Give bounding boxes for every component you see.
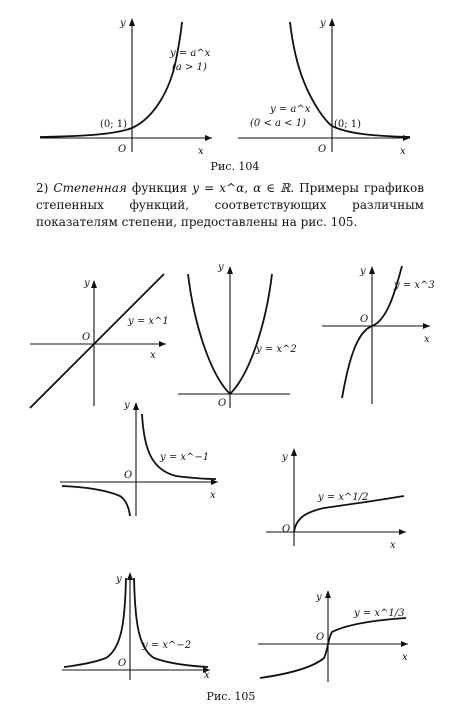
formula-label: y = x^−2 bbox=[142, 640, 192, 651]
formula-label: y = x^1 bbox=[128, 316, 169, 327]
y-axis-arrow bbox=[91, 280, 97, 288]
y-axis-label: y bbox=[282, 452, 288, 463]
origin-label: O bbox=[282, 524, 291, 535]
origin-label: O bbox=[118, 658, 127, 669]
hyperbola-left-branch bbox=[62, 486, 130, 516]
y-axis-label: y bbox=[124, 400, 130, 411]
origin-label: O bbox=[316, 632, 325, 643]
x-axis-label: x bbox=[150, 350, 156, 361]
graph-x-power-third bbox=[256, 588, 416, 688]
formula-label: y = x^1/3 bbox=[354, 608, 405, 619]
text-part-1: функция bbox=[131, 181, 188, 195]
graph-x-power-minus-2 bbox=[58, 570, 218, 682]
item-number: 2) bbox=[36, 181, 49, 195]
origin-label: O bbox=[218, 398, 227, 409]
y-axis-arrow bbox=[329, 18, 335, 26]
graph-x-power-2 bbox=[174, 254, 297, 410]
x-axis-label: x bbox=[204, 670, 210, 681]
origin-label: O bbox=[360, 314, 369, 325]
y-axis-arrow bbox=[369, 266, 375, 274]
x-axis-label: x bbox=[210, 490, 216, 501]
formula-label: y = x^3 bbox=[394, 280, 435, 291]
condition-label: (a > 1) bbox=[172, 62, 207, 73]
graph-x-power-half bbox=[264, 446, 414, 556]
origin-label: O bbox=[318, 144, 327, 155]
cube-root-curve bbox=[260, 618, 406, 678]
x-axis-arrow bbox=[399, 529, 406, 535]
y-axis-label: y bbox=[120, 18, 126, 29]
fig104-caption: Рис. 104 bbox=[210, 160, 260, 173]
x-axis-label: x bbox=[390, 540, 396, 551]
x-axis-arrow bbox=[159, 341, 166, 347]
y-axis-arrow bbox=[227, 266, 233, 274]
y-axis-arrow bbox=[129, 18, 135, 26]
inverse-square-left bbox=[64, 578, 126, 667]
graph-x-power-3 bbox=[316, 264, 436, 410]
formula-label: y = a^x bbox=[270, 104, 311, 115]
point-label: (0; 1) bbox=[334, 119, 362, 130]
y-axis-label: y bbox=[320, 18, 326, 29]
y-axis-label: y bbox=[316, 592, 322, 603]
x-axis-arrow bbox=[205, 135, 212, 141]
origin-label: O bbox=[124, 470, 133, 481]
line-curve bbox=[30, 274, 164, 408]
y-axis-label: y bbox=[360, 266, 366, 277]
formula-inline: y = x^α, α ∈ ℝ. bbox=[192, 181, 295, 195]
y-axis-label: y bbox=[84, 278, 90, 289]
formula-label: y = x^2 bbox=[256, 344, 297, 355]
x-axis-arrow bbox=[403, 135, 410, 141]
formula-label: y = x^1/2 bbox=[318, 492, 369, 503]
y-axis-arrow bbox=[291, 448, 297, 456]
y-axis-arrow bbox=[325, 590, 331, 598]
x-axis-label: x bbox=[400, 146, 406, 157]
fig104-left-graph bbox=[30, 10, 220, 160]
graph-x-power-minus-1 bbox=[56, 400, 226, 520]
x-axis-arrow bbox=[401, 641, 408, 647]
y-axis-arrow bbox=[133, 402, 139, 410]
x-axis-label: x bbox=[402, 652, 408, 663]
origin-label: O bbox=[118, 144, 127, 155]
text-part-2: Примеры графиков степенных функций, соответствующих различным показателям степени, предоставлены на рис. 105. bbox=[36, 181, 424, 229]
point-label: (0; 1) bbox=[100, 119, 128, 130]
formula-label: y = a^x bbox=[170, 48, 211, 59]
x-axis-arrow bbox=[423, 323, 430, 329]
y-axis-arrow bbox=[127, 572, 133, 580]
origin-label: O bbox=[82, 332, 91, 343]
fig105-caption: Рис. 105 bbox=[206, 690, 256, 703]
x-axis-label: x bbox=[424, 334, 430, 345]
x-axis-arrow bbox=[211, 479, 218, 485]
x-axis-label: x bbox=[198, 146, 204, 157]
y-axis-label: y bbox=[116, 574, 122, 585]
formula-label: y = x^−1 bbox=[160, 452, 210, 463]
hyperbola-right-branch bbox=[142, 414, 216, 479]
paragraph-power-function bbox=[36, 180, 424, 231]
term-italic: Степенная bbox=[53, 181, 127, 195]
y-axis-label: y bbox=[218, 262, 224, 273]
fig104-right-graph bbox=[228, 10, 418, 160]
graph-x-power-1 bbox=[24, 268, 174, 414]
condition-label: (0 < a < 1) bbox=[250, 118, 306, 129]
inverse-square-right bbox=[134, 578, 208, 667]
